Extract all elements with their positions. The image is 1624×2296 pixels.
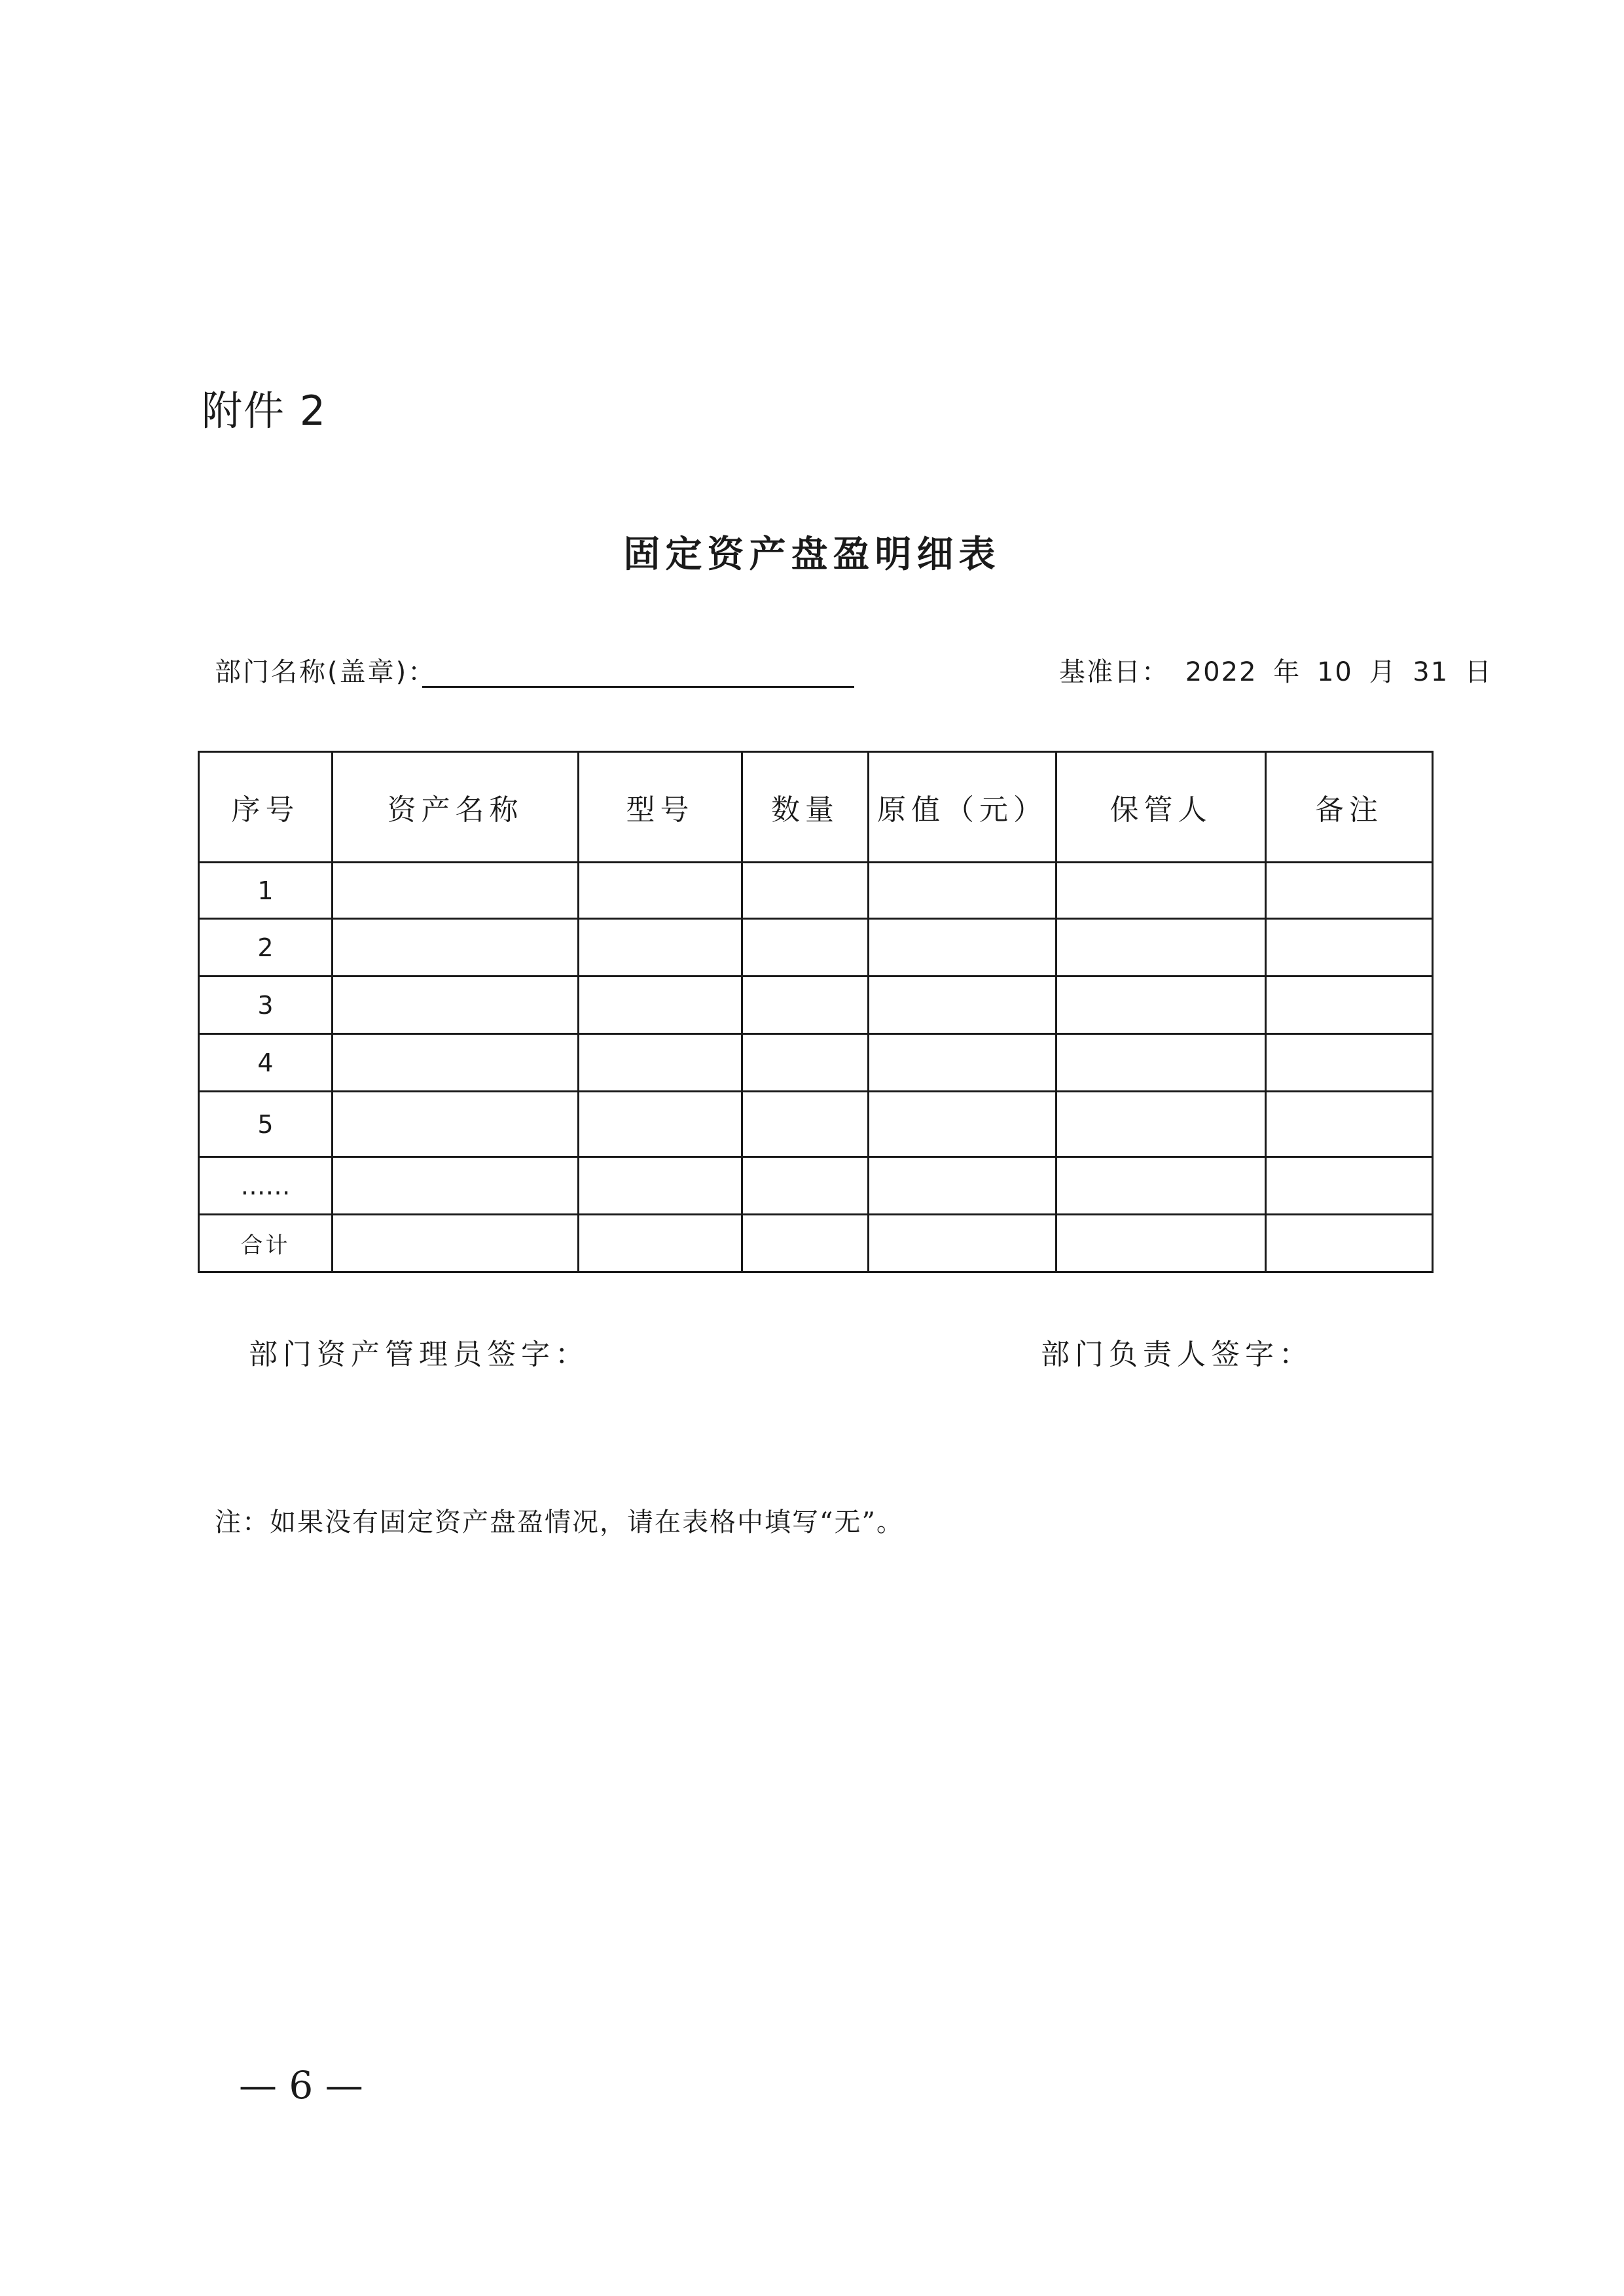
cell[interactable]: [742, 977, 869, 1034]
header-original-value: 原值（元）: [869, 752, 1056, 863]
cell[interactable]: [333, 1215, 579, 1272]
base-date-day: 31: [1413, 657, 1449, 687]
cell[interactable]: [742, 919, 869, 977]
row-index: ……: [199, 1157, 333, 1215]
row-index: 2: [199, 919, 333, 977]
footnote: 注：如果没有固定资产盘盈情况，请在表格中填写“无”。: [215, 1507, 904, 1537]
cell[interactable]: [333, 863, 579, 919]
asset-detail-table: [198, 751, 1434, 1273]
cell[interactable]: [869, 863, 1056, 919]
row-total-label: 合计: [199, 1215, 333, 1272]
cell[interactable]: [742, 1215, 869, 1272]
header-asset-name: 资产名称: [333, 752, 579, 863]
cell[interactable]: [1056, 1092, 1266, 1157]
base-date-month: 10: [1316, 657, 1353, 687]
cell[interactable]: [742, 1034, 869, 1092]
cell[interactable]: [1266, 1092, 1433, 1157]
cell[interactable]: [869, 977, 1056, 1034]
cell[interactable]: [333, 1157, 579, 1215]
cell[interactable]: [1266, 919, 1433, 977]
cell[interactable]: [579, 919, 742, 977]
cell[interactable]: [1266, 977, 1433, 1034]
cell[interactable]: [869, 919, 1056, 977]
row-index: 1: [199, 863, 333, 919]
table-row: [199, 1092, 1433, 1157]
cell[interactable]: [1056, 1215, 1266, 1272]
table-row: [199, 977, 1433, 1034]
page-number: — 6 —: [239, 2063, 363, 2108]
dept-name-label: 部门名称(盖章)：: [215, 657, 437, 687]
cell[interactable]: [1056, 1034, 1266, 1092]
cell[interactable]: [1266, 1157, 1433, 1215]
row-index: 4: [199, 1034, 333, 1092]
cell[interactable]: [742, 1092, 869, 1157]
table-row: [199, 1157, 1433, 1215]
cell[interactable]: [1056, 919, 1266, 977]
base-date-year: 2022: [1185, 657, 1257, 687]
attachment-label: 附件 2: [202, 387, 327, 435]
cell[interactable]: [1266, 863, 1433, 919]
asset-admin-signature-label: 部门资产管理员签字：: [249, 1338, 589, 1371]
cell[interactable]: [869, 1157, 1056, 1215]
header-index: 序号: [199, 752, 333, 863]
row-index: 3: [199, 977, 333, 1034]
table-row: [199, 919, 1433, 977]
cell[interactable]: [1056, 863, 1266, 919]
cell[interactable]: [742, 1157, 869, 1215]
cell[interactable]: [333, 1092, 579, 1157]
cell[interactable]: [333, 919, 579, 977]
table-row: [199, 1034, 1433, 1092]
dept-head-signature-label: 部门负责人签字：: [1041, 1338, 1313, 1371]
cell[interactable]: [1266, 1215, 1433, 1272]
cell[interactable]: [579, 1157, 742, 1215]
row-index: 5: [199, 1092, 333, 1157]
cell[interactable]: [579, 1092, 742, 1157]
base-date-year-unit: 年: [1273, 657, 1301, 687]
cell[interactable]: [1056, 1157, 1266, 1215]
cell[interactable]: [869, 1092, 1056, 1157]
cell[interactable]: [869, 1215, 1056, 1272]
header-quantity: 数量: [742, 752, 869, 863]
base-date-month-unit: 月: [1369, 657, 1397, 687]
cell[interactable]: [1056, 977, 1266, 1034]
header-remarks: 备注: [1266, 752, 1433, 863]
cell[interactable]: [579, 1034, 742, 1092]
cell[interactable]: [579, 863, 742, 919]
table-header-row: [199, 752, 1433, 863]
page-title: 固定资产盘盈明细表: [623, 533, 1001, 576]
total-row: [199, 1215, 1433, 1272]
table-row: [199, 863, 1433, 919]
base-date-label: 基准日：: [1059, 657, 1169, 687]
cell[interactable]: [869, 1034, 1056, 1092]
base-date: [1059, 655, 1499, 690]
base-date-day-unit: 日: [1464, 657, 1492, 687]
cell[interactable]: [742, 863, 869, 919]
cell[interactable]: [1266, 1034, 1433, 1092]
header-custodian: 保管人: [1056, 752, 1266, 863]
cell[interactable]: [579, 1215, 742, 1272]
header-model: 型号: [579, 752, 742, 863]
dept-name-field[interactable]: [422, 686, 854, 688]
cell[interactable]: [333, 977, 579, 1034]
cell[interactable]: [333, 1034, 579, 1092]
cell[interactable]: [579, 977, 742, 1034]
